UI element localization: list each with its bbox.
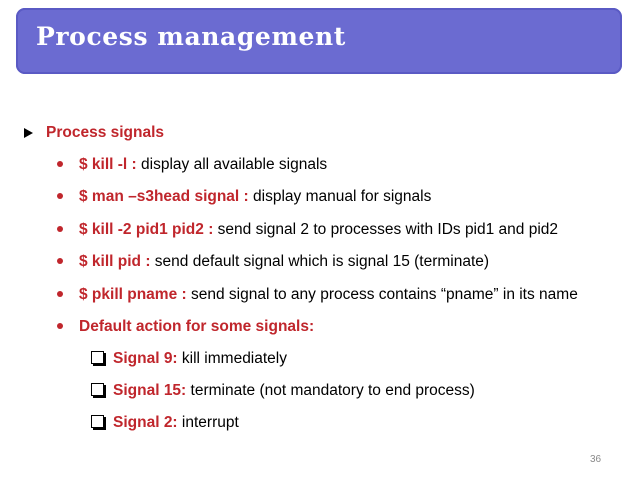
- sub-item-label: Signal 15:: [113, 382, 187, 399]
- bullet-dot-icon: [57, 226, 63, 232]
- sub-item-description: terminate (not mandatory to end process): [186, 382, 475, 399]
- bullet-dot-icon: [57, 291, 63, 297]
- bullet-command: $ pkill pname :: [79, 286, 187, 303]
- checkbox-bullet-icon: [91, 351, 104, 364]
- bullet-description: send signal 2 to processes with IDs pid1 and pid2: [213, 221, 559, 238]
- bullet-description: send default signal which is signal 15 (terminate): [150, 253, 490, 270]
- bullet-item: [53, 155, 327, 175]
- sub-item-label: Signal 2:: [113, 414, 178, 431]
- checkbox-bullet-icon: [91, 415, 104, 428]
- bullet-command: $ kill -l :: [79, 156, 137, 173]
- sub-item-description: kill immediately: [177, 350, 287, 367]
- bullet-item: [53, 220, 558, 240]
- sub-item-description: interrupt: [177, 414, 239, 431]
- bullet-description: send signal to any process contains “pname” in its name: [186, 286, 578, 303]
- bullet-dot-icon: [57, 323, 63, 329]
- bullet-item: [53, 285, 578, 305]
- bullet-item: [53, 317, 314, 337]
- bullet-command: Default action for some signals:: [79, 318, 315, 335]
- checkbox-bullet-icon: [91, 383, 104, 396]
- bullet-command: $ man –s3head signal :: [79, 188, 249, 205]
- slide-title: Process management: [36, 22, 346, 51]
- bullet-dot-icon: [57, 193, 63, 199]
- bullet-dot-icon: [57, 161, 63, 167]
- bullet-dot-icon: [57, 258, 63, 264]
- title-bar: [16, 8, 622, 74]
- bullet-description: display all available signals: [136, 156, 328, 173]
- page-number: 36: [590, 454, 602, 465]
- bullet-description: display manual for signals: [248, 188, 432, 205]
- section-heading-row: [24, 123, 164, 143]
- bullet-command: $ kill pid :: [79, 253, 151, 270]
- section-heading: Process signals: [46, 124, 165, 141]
- sub-item-label: Signal 9:: [113, 350, 178, 367]
- sub-item: [91, 413, 239, 433]
- bullet-item: [53, 187, 431, 207]
- bullet-item: [53, 252, 489, 272]
- arrow-bullet-icon: [24, 128, 33, 138]
- bullet-command: $ kill -2 pid1 pid2 :: [79, 221, 214, 238]
- sub-item: [91, 349, 287, 369]
- sub-item: [91, 381, 475, 401]
